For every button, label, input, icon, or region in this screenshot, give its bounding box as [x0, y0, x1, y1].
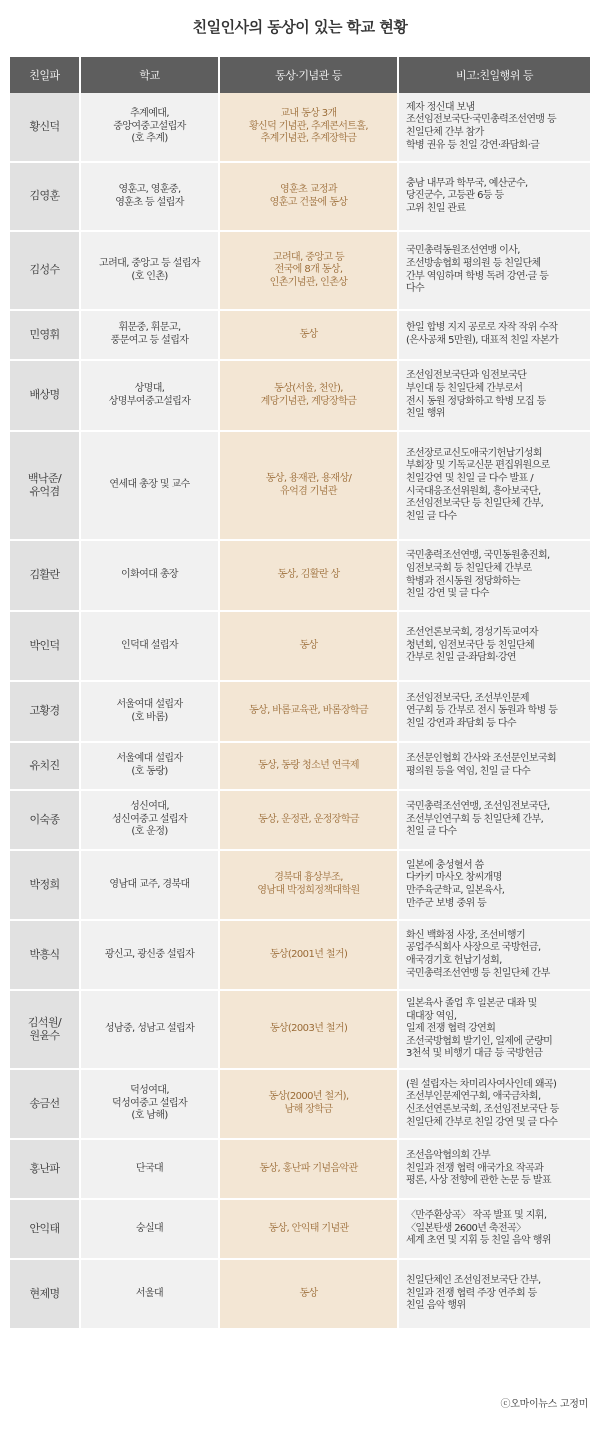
table-row	[10, 1260, 590, 1330]
table-row	[10, 1200, 590, 1260]
name-cell: 안익태	[10, 1200, 81, 1260]
note-cell: (원 설립자는 차미리사여사인데 왜곡) 조선부인문제연구회, 애국금차회, 신조선연론보국회, 조선임전보국단 등 친일단체 간부로 친일 강연 및 글 다수	[399, 1070, 590, 1140]
table-header	[10, 57, 590, 93]
school-cell: 상명대, 상명부여중고설립자	[81, 361, 220, 432]
table-row	[10, 991, 590, 1070]
table-row	[10, 1140, 590, 1200]
credit-text: ⓒ오마이뉴스 고정미	[500, 1399, 588, 1410]
name-cell: 현제명	[10, 1260, 81, 1330]
school-cell: 서울대	[81, 1260, 220, 1330]
statue-cell: 동상	[220, 1260, 399, 1330]
school-cell: 광신고, 광신중 설립자	[81, 921, 220, 991]
note-cell: 조선임전보국단과 임전보국단 부인대 등 친일단체 간부로서 전시 동원 정당화하고 학병 모집 등 친일 행위	[399, 361, 590, 432]
school-cell: 단국대	[81, 1140, 220, 1200]
school-cell: 연세대 총장 및 교수	[81, 432, 220, 541]
note-cell: 일본육사 졸업 후 일본군 대좌 및 대대장 역임, 일제 전쟁 협력 강연회 조선국방협회 발기인, 일제에 군량미 3천석 및 비행기 대금 등 국방헌금	[399, 991, 590, 1070]
name-cell: 배상명	[10, 361, 81, 432]
statue-cell: 교내 동상 3개 황신덕 기념관, 추계콘서트홀, 추계기념관, 추계장학금	[220, 93, 399, 163]
school-cell: 서울예대 설립자 (호 동랑)	[81, 743, 220, 791]
note-cell: 한일 합병 지지 공로로 자작 작위 수작 (은사공채 5만원), 대표적 친일 자본가	[399, 311, 590, 361]
name-cell: 박흥식	[10, 921, 81, 991]
table-row	[10, 541, 590, 612]
name-cell: 김활란	[10, 541, 81, 612]
note-cell: 조선언론보국회, 경성기독교여자 청년회, 임전보국단 등 친일단체 간부로 친일 글·좌담회·강연	[399, 612, 590, 682]
statue-cell: 영훈초 교정과 영훈고 건물에 동상	[220, 163, 399, 232]
table-row	[10, 361, 590, 432]
name-cell: 홍난파	[10, 1140, 81, 1200]
header-note: 비고:친일행위 등	[399, 57, 590, 93]
table-body	[10, 93, 590, 1330]
statue-cell: 동상	[220, 311, 399, 361]
name-cell: 민영휘	[10, 311, 81, 361]
table-row	[10, 311, 590, 361]
name-cell: 송금선	[10, 1070, 81, 1140]
school-cell: 영남대 교주, 경북대	[81, 851, 220, 921]
statue-cell: 동상, 바롬교육관, 바롬장학금	[220, 682, 399, 743]
school-statue-table	[10, 57, 590, 1330]
school-cell: 이화여대 총장	[81, 541, 220, 612]
name-cell: 유치진	[10, 743, 81, 791]
statue-cell: 동상	[220, 612, 399, 682]
school-cell: 서울여대 설립자 (호 바롬)	[81, 682, 220, 743]
header-school: 학교	[81, 57, 220, 93]
name-cell: 김영훈	[10, 163, 81, 232]
table-row	[10, 612, 590, 682]
note-cell: 충남 내무과 학무국, 예산군수, 당진군수, 고등관 6등 등 고위 친일 관료	[399, 163, 590, 232]
note-cell: 국민총력조선연맹, 국민동원총진회, 임전보국회 등 친일단체 간부로 학병과 전시동원 정당화하는 친일 강연 및 글 다수	[399, 541, 590, 612]
name-cell: 박정희	[10, 851, 81, 921]
school-cell: 덕성여대, 덕성여중고 설립자 (호 남해)	[81, 1070, 220, 1140]
name-cell: 고황경	[10, 682, 81, 743]
name-cell: 김성수	[10, 232, 81, 311]
name-cell: 박인덕	[10, 612, 81, 682]
table-row	[10, 1070, 590, 1140]
note-cell: 제자 정신대 보냄 조선임전보국단·국민총력조선연맹 등 친일단체 간부 참가 학병 권유 등 친일 강연·좌담회·글	[399, 93, 590, 163]
note-cell: 친일단체인 조선임전보국단 간부, 친일과 전쟁 협력 주장 연주회 등 친일 음악 행위	[399, 1260, 590, 1330]
header-statue: 동상·기념관 등	[220, 57, 399, 93]
school-cell: 인덕대 설립자	[81, 612, 220, 682]
statue-cell: 동상, 용재관, 용재상/ 유억겸 기념관	[220, 432, 399, 541]
note-cell: 조선장로교신도애국기헌납기성회 부회장 및 기독교신문 편집위원으로 친일강연 및 친일 글 다수 발표 / 시국대응조선위원회, 흥아보국단, 조선임전보국단 등 친일단체 간부, 친일 글 다수	[399, 432, 590, 541]
table-row	[10, 232, 590, 311]
statue-cell: 경북대 흉상부조, 영남대 박정희정책대학원	[220, 851, 399, 921]
note-cell: 조선음악협의회 간부 친일과 전쟁 협력 애국가요 작곡과 평론, 사상 전향에 관한 논문 등 발표	[399, 1140, 590, 1200]
page-title: 친일인사의 동상이 있는 학교 현황	[192, 18, 408, 36]
table-row	[10, 791, 590, 851]
table-row	[10, 93, 590, 163]
table-row	[10, 432, 590, 541]
table-row	[10, 921, 590, 991]
name-cell: 황신덕	[10, 93, 81, 163]
statue-cell: 동상(2001년 철거)	[220, 921, 399, 991]
statue-cell: 동상, 안익태 기념관	[220, 1200, 399, 1260]
statue-cell: 고려대, 중앙고 등 전국에 8개 동상, 인촌기념관, 인촌상	[220, 232, 399, 311]
name-cell: 김석원/ 원윤수	[10, 991, 81, 1070]
name-cell: 이숙종	[10, 791, 81, 851]
header-name: 친일파	[10, 57, 81, 93]
statue-cell: 동상(서울, 천안), 계당기념관, 계당장학금	[220, 361, 399, 432]
statue-cell: 동상, 홍난파 기념음악관	[220, 1140, 399, 1200]
statue-cell: 동상, 동랑 청소년 연극제	[220, 743, 399, 791]
school-cell: 성남중, 성남고 설립자	[81, 991, 220, 1070]
name-cell: 백낙준/ 유억겸	[10, 432, 81, 541]
note-cell: 〈만주환상곡〉 작곡 발표 및 지휘, 〈일본탄생 2600년 축전곡〉 세계 초연 및 지휘 등 친일 음악 행위	[399, 1200, 590, 1260]
statue-cell: 동상, 운정관, 운정장학금	[220, 791, 399, 851]
table-row	[10, 163, 590, 232]
note-cell: 조선문인협회 간사와 조선문인보국회 평의원 등을 역임, 친일 글 다수	[399, 743, 590, 791]
school-cell: 숭실대	[81, 1200, 220, 1260]
table-row	[10, 851, 590, 921]
school-cell: 고려대, 중앙고 등 설립자 (호 인촌)	[81, 232, 220, 311]
school-cell: 휘문중, 휘문고, 풍문여고 등 설립자	[81, 311, 220, 361]
statue-cell: 동상(2003년 철거)	[220, 991, 399, 1070]
table-row	[10, 743, 590, 791]
table-row	[10, 682, 590, 743]
school-cell: 추계예대, 중앙여중고설립자 (호 추계)	[81, 93, 220, 163]
school-cell: 영훈고, 영훈중, 영훈초 등 설립자	[81, 163, 220, 232]
note-cell: 국민총력조선연맹, 조선임전보국단, 조선부인연구회 등 친일단체 간부, 친일 글 다수	[399, 791, 590, 851]
school-cell: 성신여대, 성신여중고 설립자 (호 운정)	[81, 791, 220, 851]
note-cell: 일본에 충성혈서 씀 다카키 마사오 창씨개명 만주육군학교, 일본육사, 만주군 보병 중위 등	[399, 851, 590, 921]
note-cell: 조선임전보국단, 조선부인문제 연구회 등 간부로 전시 동원과 학병 등 친일 강연과 좌담회 등 다수	[399, 682, 590, 743]
note-cell: 화신 백화점 사장, 조선비행기 공업주식회사 사장으로 국방헌금, 애국경기호 헌납기성회, 국민총력조선연맹 등 친일단체 간부	[399, 921, 590, 991]
statue-cell: 동상(2000년 철거), 남해 장학금	[220, 1070, 399, 1140]
statue-cell: 동상, 김활란 상	[220, 541, 399, 612]
note-cell: 국민총력동원조선연맹 이사, 조선방송협회 평의원 등 친일단체 간부 역임하며 학병 독려 강연·글 등 다수	[399, 232, 590, 311]
